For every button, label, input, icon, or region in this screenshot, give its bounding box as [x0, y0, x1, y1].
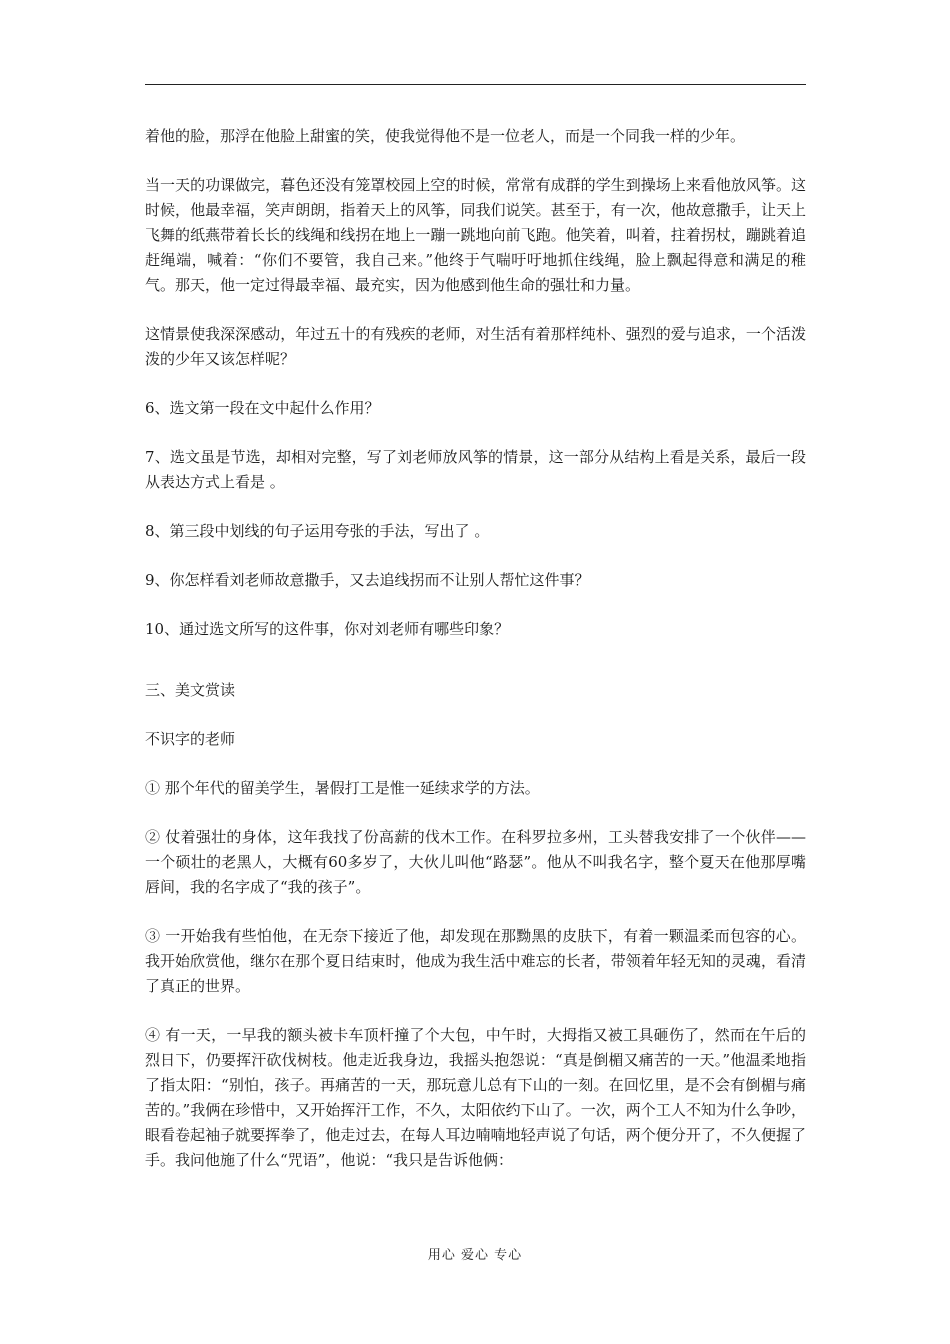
article-paragraph-2: ② 仗着强壮的身体，这年我找了份高薪的伐木工作。在科罗拉多州，工头替我安排了一个伙伴——一个硕壮的老黑人，大概有60多岁了，大伙儿叫他“路瑟”。他从不叫我名字，整个夏天在他那厚嘴唇间，我的名字成了“我的孩子”。: [145, 828, 806, 896]
article-paragraph-3: ③ 一开始我有些怕他，在无奈下接近了他，却发现在那黝黑的皮肤下，有着一颗温柔而包容的心。我开始欣赏他，继尔在那个夏日结束时，他成为我生活中难忘的长者，带领着年轻无知的灵魂，看清了真正的世界。: [145, 927, 806, 995]
section-heading: 三、美文赏读: [145, 681, 236, 699]
question-7: 7、选文虽是节选，却相对完整，写了刘老师放风筝的情景，这一部分从结构上看是关系，最后一段从表达方式上看是 。: [145, 448, 806, 491]
paragraph-continuation: 着他的脸，那浮在他脸上甜蜜的笑，使我觉得他不是一位老人，而是一个同我一样的少年。: [145, 127, 746, 145]
question-6: 6、选文第一段在文中起什么作用？: [145, 399, 380, 417]
article-paragraph-4: ④ 有一天，一早我的额头被卡车顶杆撞了个大包，中午时，大拇指又被工具砸伤了，然而在午后的烈日下，仍要挥汗砍伐树枝。他走近我身边，我摇头抱怨说：“真是倒楣又痛苦的一天。”他温柔地指了指太阳：“别怕，孩子。再痛苦的一天，那玩意儿总有下山的一刻。在回忆里，是不会有倒楣与痛苦的。”我俩在珍惜中，又开始挥汗工作，不久，太阳依约下山了。一次，两个工人不知为什么争吵，眼看卷起袖子就要挥拳了，他走过去，在每人耳边喃喃地轻声说了句话，两个便分开了，不久便握了手。我问他施了什么“咒语”，他说：“我只是告诉他俩：: [145, 1026, 806, 1169]
header-rule: [145, 84, 806, 85]
paragraph-reflection: 这情景使我深深感动，年过五十的有残疾的老师，对生活有着那样纯朴、强烈的爱与追求，一个活泼泼的少年又该怎样呢？: [145, 325, 806, 368]
article-title: 不识字的老师: [145, 730, 236, 748]
question-9: 9、你怎样看刘老师故意撒手，又去追线拐而不让别人帮忙这件事？: [145, 571, 590, 589]
question-10: 10、通过选文所写的这件事，你对刘老师有哪些印象？: [145, 620, 510, 638]
article-paragraph-1: ① 那个年代的留美学生，暑假打工是惟一延续求学的方法。: [145, 779, 540, 797]
paragraph-kite-flying: 当一天的功课做完，暮色还没有笼罩校园上空的时候，常常有成群的学生到操场上来看他放风筝。这时候，他最幸福，笑声朗朗，指着天上的风筝，同我们说笑。甚至于，有一次，他故意撒手，让天上飞舞的纸燕带着长长的线绳和线拐在地上一蹦一跳地向前飞跑。他笑着，叫着，拄着拐杖，蹦跳着追赶绳端，喊着：“你们不要管，我自己来。”他终于气喘吁吁地抓住线绳，脸上飘起得意和满足的稚气。那天，他一定过得最幸福、最充实，因为他感到他生命的强壮和力量。: [145, 176, 806, 294]
page-footer: 用心 爱心 专心: [427, 1248, 523, 1263]
question-8: 8、第三段中划线的句子运用夸张的手法，写出了 。: [145, 522, 490, 540]
document-body: [145, 124, 806, 1197]
